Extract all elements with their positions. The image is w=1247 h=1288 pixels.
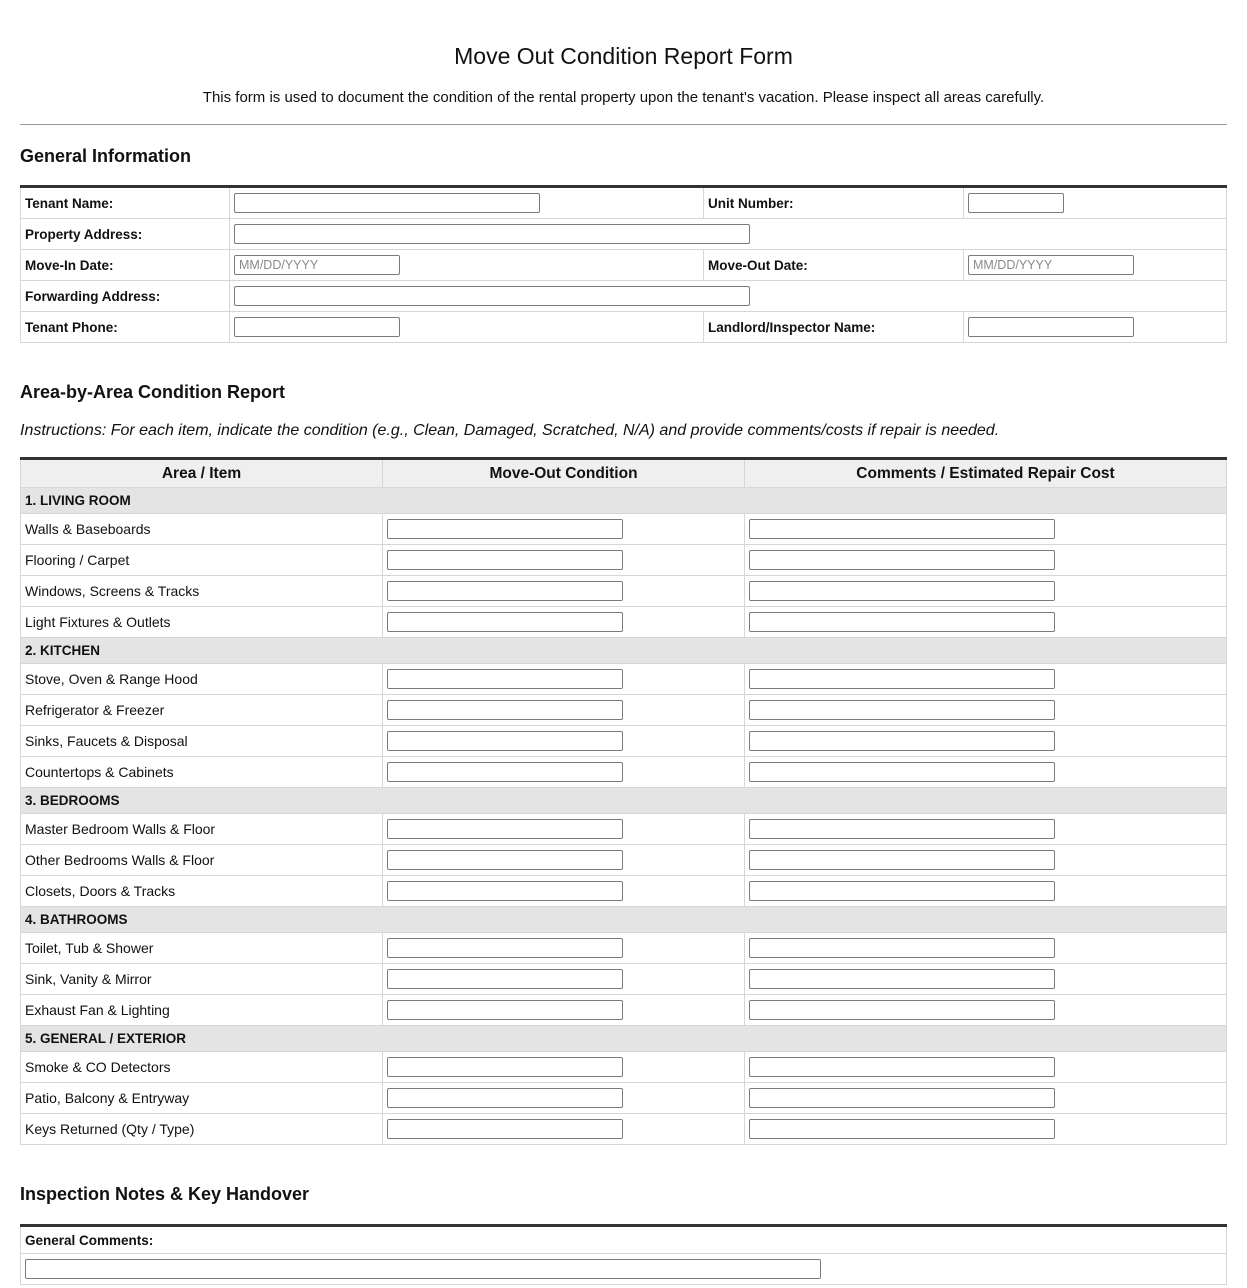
section-title: 4. BATHROOMS (21, 907, 1227, 933)
condition-input[interactable] (387, 881, 623, 901)
section-row (21, 638, 1227, 664)
comments-input[interactable] (749, 1000, 1055, 1020)
comments-input[interactable] (749, 819, 1055, 839)
move-in-date-label: Move-In Date: (21, 250, 230, 281)
condition-input[interactable] (387, 1088, 623, 1108)
property-address-input[interactable] (234, 224, 750, 244)
comments-input[interactable] (749, 700, 1055, 720)
area-report-heading: Area-by-Area Condition Report (20, 382, 286, 402)
general-info-table (20, 185, 1227, 343)
comments-input[interactable] (749, 612, 1055, 632)
comments-input[interactable] (749, 1088, 1055, 1108)
table-row (21, 514, 1227, 545)
unit-number-input[interactable] (968, 193, 1064, 213)
section-title: 2. KITCHEN (21, 638, 1227, 664)
notes-table (20, 1224, 1227, 1285)
condition-input[interactable] (387, 731, 623, 751)
table-row (21, 607, 1227, 638)
general-comments-label: General Comments: (21, 1226, 1227, 1254)
property-address-label: Property Address: (21, 219, 230, 250)
item-label: Patio, Balcony & Entryway (21, 1083, 383, 1114)
comments-input[interactable] (749, 969, 1055, 989)
general-comments-input[interactable] (25, 1259, 821, 1279)
item-label: Other Bedrooms Walls & Floor (21, 845, 383, 876)
item-label: Stove, Oven & Range Hood (21, 664, 383, 695)
instructions-text: Instructions: For each item, indicate the condition (e.g., Clean, Damaged, Scratched, N/A) and provide comments/costs if repair is needed. (20, 422, 1000, 439)
table-row (21, 814, 1227, 845)
condition-input[interactable] (387, 850, 623, 870)
item-label: Sinks, Faucets & Disposal (21, 726, 383, 757)
table-row (21, 664, 1227, 695)
intro-text: This form is used to document the condition of the rental property upon the tenant's vacation. Please inspect all areas carefully. (202, 89, 1045, 106)
condition-input[interactable] (387, 700, 623, 720)
section-row (21, 488, 1227, 514)
item-label: Light Fixtures & Outlets (21, 607, 383, 638)
comments-input[interactable] (749, 1119, 1055, 1139)
table-row (21, 695, 1227, 726)
section-row (21, 1026, 1227, 1052)
general-info-heading: General Information (20, 146, 192, 166)
condition-input[interactable] (387, 938, 623, 958)
item-label: Closets, Doors & Tracks (21, 876, 383, 907)
section-row (21, 788, 1227, 814)
item-label: Windows, Screens & Tracks (21, 576, 383, 607)
area-table-header (21, 459, 1227, 488)
comments-input[interactable] (749, 850, 1055, 870)
item-label: Flooring / Carpet (21, 545, 383, 576)
condition-input[interactable] (387, 762, 623, 782)
table-row (21, 876, 1227, 907)
item-label: Toilet, Tub & Shower (21, 933, 383, 964)
forwarding-address-input[interactable] (234, 286, 750, 306)
item-label: Exhaust Fan & Lighting (21, 995, 383, 1026)
info-row (21, 281, 1227, 312)
move-in-date-input[interactable]: MM/DD/YYYY (234, 255, 400, 275)
info-row (21, 219, 1227, 250)
info-row (21, 187, 1227, 219)
table-row (21, 726, 1227, 757)
notes-row (21, 1254, 1227, 1285)
condition-input[interactable] (387, 612, 623, 632)
tenant-phone-input[interactable] (234, 317, 400, 337)
comments-input[interactable] (749, 762, 1055, 782)
info-row (21, 312, 1227, 343)
condition-input[interactable] (387, 1000, 623, 1020)
condition-input[interactable] (387, 969, 623, 989)
section-title: 3. BEDROOMS (21, 788, 1227, 814)
item-label: Keys Returned (Qty / Type) (21, 1114, 383, 1145)
inspector-name-label: Landlord/Inspector Name: (704, 312, 964, 343)
column-header-condition: Move-Out Condition (383, 459, 745, 488)
area-report-table (20, 457, 1227, 1145)
table-row (21, 995, 1227, 1026)
comments-input[interactable] (749, 550, 1055, 570)
table-row (21, 964, 1227, 995)
table-row (21, 933, 1227, 964)
table-row (21, 757, 1227, 788)
table-row (21, 1083, 1227, 1114)
item-label: Countertops & Cabinets (21, 757, 383, 788)
section-title: 5. GENERAL / EXTERIOR (21, 1026, 1227, 1052)
condition-input[interactable] (387, 581, 623, 601)
tenant-name-label: Tenant Name: (21, 187, 230, 219)
comments-input[interactable] (749, 669, 1055, 689)
table-row (21, 576, 1227, 607)
page-title: Move Out Condition Report Form (454, 43, 793, 69)
item-label: Refrigerator & Freezer (21, 695, 383, 726)
item-label: Master Bedroom Walls & Floor (21, 814, 383, 845)
comments-input[interactable] (749, 581, 1055, 601)
table-row (21, 1052, 1227, 1083)
condition-input[interactable] (387, 669, 623, 689)
table-row (21, 845, 1227, 876)
header-divider (20, 124, 1227, 125)
tenant-name-input[interactable] (234, 193, 540, 213)
inspector-name-input[interactable] (968, 317, 1134, 337)
move-out-date-label: Move-Out Date: (704, 250, 964, 281)
comments-input[interactable] (749, 881, 1055, 901)
section-title: 1. LIVING ROOM (21, 488, 1227, 514)
table-row (21, 1114, 1227, 1145)
comments-input[interactable] (749, 731, 1055, 751)
comments-input[interactable] (749, 938, 1055, 958)
condition-input[interactable] (387, 519, 623, 539)
comments-input[interactable] (749, 519, 1055, 539)
item-label: Walls & Baseboards (21, 514, 383, 545)
column-header-area: Area / Item (21, 459, 383, 488)
condition-input[interactable] (387, 819, 623, 839)
move-out-date-input[interactable]: MM/DD/YYYY (968, 255, 1134, 275)
unit-number-label: Unit Number: (704, 187, 964, 219)
item-label: Smoke & CO Detectors (21, 1052, 383, 1083)
table-row (21, 545, 1227, 576)
notes-row (21, 1226, 1227, 1254)
forwarding-address-label: Forwarding Address: (21, 281, 230, 312)
info-row (21, 250, 1227, 281)
condition-input[interactable] (387, 550, 623, 570)
condition-input[interactable] (387, 1057, 623, 1077)
section-row (21, 907, 1227, 933)
tenant-phone-label: Tenant Phone: (21, 312, 230, 343)
condition-input[interactable] (387, 1119, 623, 1139)
comments-input[interactable] (749, 1057, 1055, 1077)
column-header-comments: Comments / Estimated Repair Cost (745, 459, 1227, 488)
notes-heading: Inspection Notes & Key Handover (20, 1184, 310, 1204)
item-label: Sink, Vanity & Mirror (21, 964, 383, 995)
